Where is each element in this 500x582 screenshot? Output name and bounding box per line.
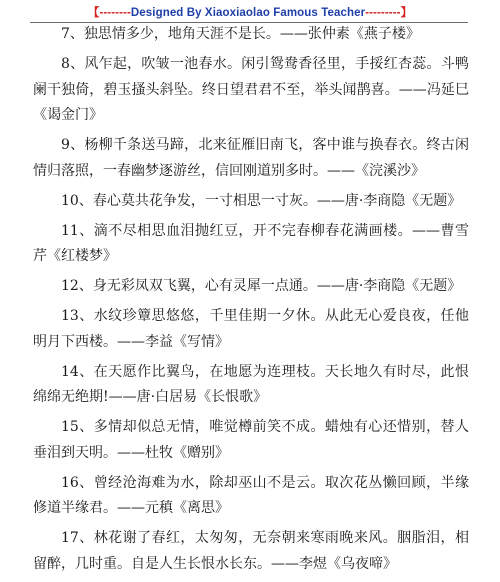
poem-text: 11、滴不尽相思血泪抛红豆，开不完春柳春花满画楼。——曹雪芹《红楼梦》	[33, 222, 469, 264]
poem-entry-15	[33, 415, 469, 466]
poem-text: 10、春心莫共花争发，一寸相思一寸灰。——唐·李商隐《无题》	[61, 192, 462, 209]
poem-entry-10	[33, 189, 469, 215]
poem-text: 7、独思情多少，地角天涯不是长。——张仲素《燕子楼》	[61, 26, 420, 42]
poem-entry-7	[33, 22, 469, 48]
poem-text: 12、身无彩凤双飞翼，心有灵犀一点通。——唐·李商隐《无题》	[61, 278, 462, 294]
poem-entry-12	[33, 274, 469, 300]
header-left-dashes: --------	[99, 7, 131, 19]
poem-entry-9	[33, 133, 469, 184]
poem-text: 8、风乍起，吹皱一池春水。闲引鸳鸯香径里，手挼红杏蕊。斗鸭阑干独倚，碧玉搔头斜坠。终日望君君不至，举头闻鹊喜。——冯延巳《谒金门》	[33, 56, 469, 123]
page-header	[0, 4, 500, 20]
header-left-bracket: 【	[87, 7, 100, 19]
poem-text: 9、杨柳千条送马蹄，北来征雁旧南飞，客中谁与换春衣。终古闲情归落照，一春幽梦逐游丝，信回刚道别多时。——《浣溪沙》	[33, 137, 469, 179]
poem-text: 13、水纹珍簟思悠悠，千里佳期一夕休。从此无心爱良夜，任他明月下西楼。——李益《写情》	[33, 308, 469, 350]
header-right-bracket: 】	[400, 7, 413, 19]
poem-text: 17、林花谢了春红，太匆匆，无奈朝来寒雨晚来风。胭脂泪，相留醉，几时重。自是人生长恨水长东。——李煜《乌夜啼》	[33, 530, 469, 572]
poem-entry-8	[33, 52, 469, 129]
poem-entry-17	[33, 526, 469, 577]
poem-text: 14、在天愿作比翼鸟，在地愿为连理枝。天长地久有时尽，此恨绵绵无绝期!——唐·白居易《长恨歌》	[33, 363, 469, 405]
poem-text: 16、曾经沧海难为水，除却巫山不是云。取次花丛懒回顾，半缘修道半缘君。——元稹《离思》	[33, 474, 469, 516]
poem-entry-14	[33, 360, 469, 411]
poem-list	[33, 22, 469, 582]
poem-entry-11	[33, 219, 469, 270]
poem-entry-16	[33, 471, 469, 522]
poem-entry-13	[33, 304, 469, 355]
header-right-dashes: ---------	[365, 7, 401, 19]
poem-text: 15、多情却似总无情，唯觉樽前笑不成。蜡烛有心还惜别，替人垂泪到天明。——杜牧《赠别》	[33, 419, 469, 461]
header-title: Designed By Xiaoxiaolao Famous Teacher	[130, 7, 366, 19]
